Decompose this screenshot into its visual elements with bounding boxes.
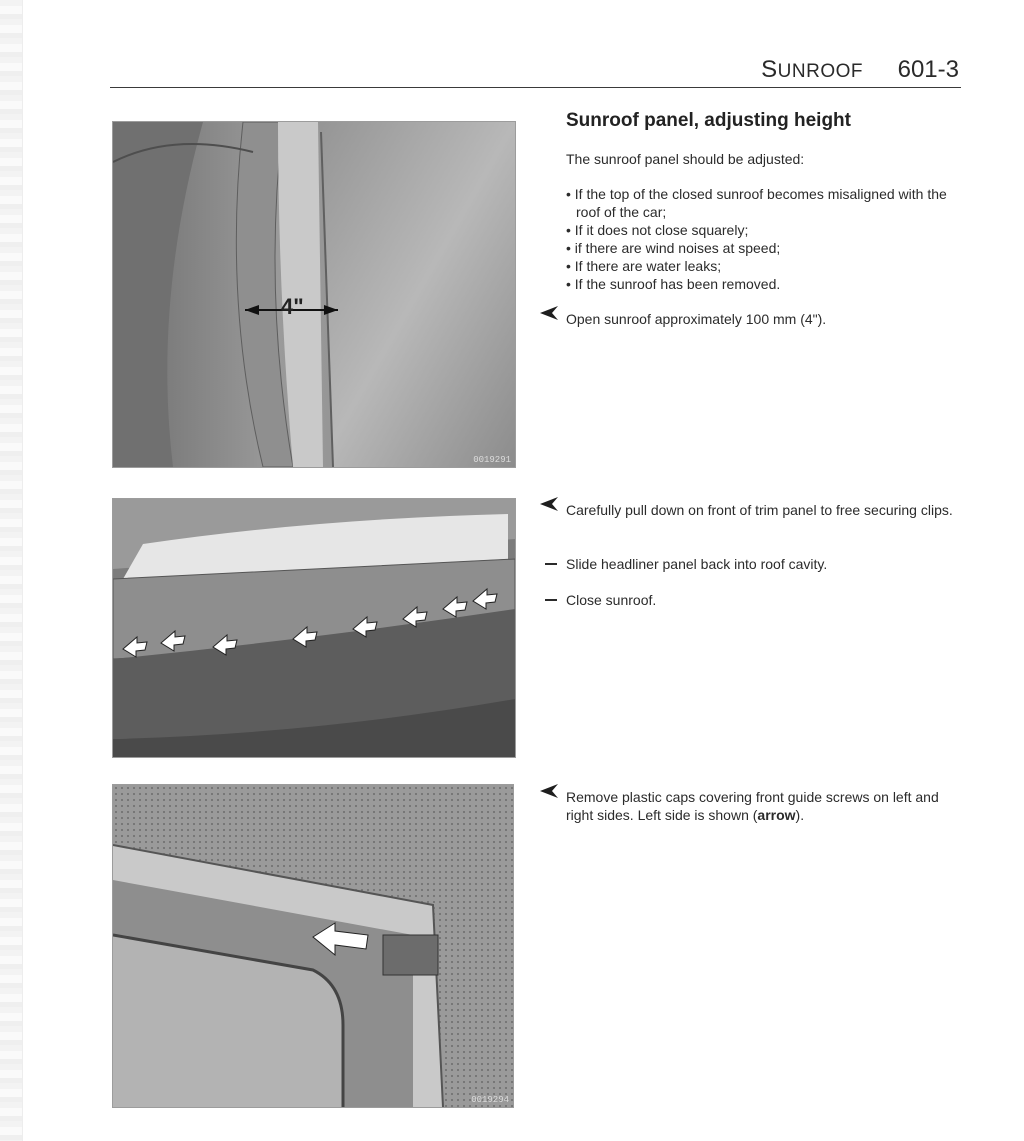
dash-icon — [545, 599, 557, 601]
arrow-reference: arrow — [757, 807, 796, 823]
step-pull-trim-panel: Carefully pull down on front of trim panel to free securing clips. — [566, 502, 953, 518]
step-remove-caps — [566, 788, 960, 824]
chapter-title — [761, 56, 863, 84]
figure-pointer-icon — [538, 304, 560, 322]
chapter-title-initial: S — [761, 56, 778, 83]
step-close-sunroof: Close sunroof. — [566, 592, 657, 608]
adjustment-reasons-list — [566, 185, 958, 293]
list-item: • If there are water leaks; — [566, 257, 958, 275]
step-open-sunroof: Open sunroof approximately 100 mm (4"). — [566, 311, 827, 327]
chapter-title-rest: UNROOF — [777, 61, 863, 82]
list-item: • If it does not close squarely; — [566, 221, 958, 239]
step-text-end: ). — [795, 807, 805, 823]
figure-plastic-caps — [112, 784, 514, 1108]
figure-trim-panel-clips — [112, 498, 516, 758]
figure-id: 0019294 — [471, 1095, 509, 1105]
section-title: Sunroof panel, adjusting height — [566, 110, 851, 131]
figure-pointer-icon — [538, 782, 560, 800]
list-item: • If the sunroof has been removed. — [566, 275, 958, 293]
figure-id: 0019291 — [473, 455, 511, 465]
list-item: • If the top of the closed sunroof becomes misaligned with the roof of the car; — [566, 185, 958, 221]
page-scan-edge — [0, 0, 23, 1141]
page-header — [110, 54, 961, 88]
figure-pointer-icon — [538, 495, 560, 513]
dash-icon — [545, 563, 557, 565]
section-intro: The sunroof panel should be adjusted: — [566, 151, 805, 167]
step-text: Remove plastic caps covering front guide screws on left and right sides. Left side is shown ( — [566, 789, 939, 823]
step-slide-headliner: Slide headliner panel back into roof cavity. — [566, 556, 828, 572]
page-number: 601-3 — [897, 56, 959, 83]
list-item: • if there are wind noises at speed; — [566, 239, 958, 257]
figure-sunroof-open — [112, 121, 516, 468]
dimension-label: 4" — [281, 294, 304, 319]
